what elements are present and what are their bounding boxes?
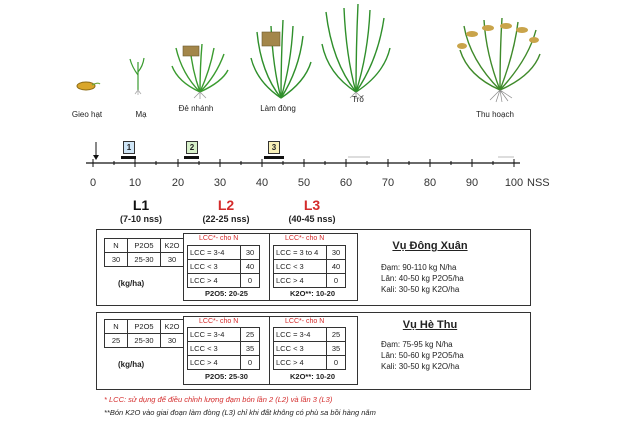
l2-title: L2: [217, 197, 235, 213]
axis-unit-label: NSS: [527, 177, 550, 189]
lcc-rate: 0: [327, 356, 346, 370]
seedling-icon: [130, 58, 144, 95]
npk-value-n: 25: [105, 334, 128, 348]
tick-label: 10: [128, 177, 142, 189]
season-potassium: Kali: 30-50 kg K2O/ha: [381, 362, 460, 371]
stage-label-sowing: Gieo hạt: [71, 110, 103, 119]
roots-icon: [490, 90, 512, 102]
l2-range: (22-25 nss): [202, 214, 250, 224]
season-phosphorus: Lân: 50-60 kg P2O5/ha: [381, 351, 464, 360]
l1-range: (7-10 nss): [119, 214, 163, 224]
lcc-rate: 0: [327, 274, 346, 288]
stage-label-seedling: Mạ: [135, 110, 147, 119]
lcc-condition: LCC = 3 to 4: [274, 246, 327, 260]
lcc-rate: 35: [241, 342, 260, 356]
npk-header: P2O5: [128, 239, 161, 253]
tillering-plant-icon: [172, 44, 228, 99]
l2-phosphorus-footer: P2O5: 25-30: [205, 372, 248, 381]
lcc-condition: LCC > 4: [274, 356, 327, 370]
season-title-dong-xuan: Vụ Đông Xuân: [392, 240, 468, 252]
unit-label: (kg/ha): [118, 279, 145, 288]
lcc-condition: LCC = 3-4: [188, 246, 241, 260]
lcc-condition: LCC > 4: [274, 274, 327, 288]
season-title-he-thu: Vụ Hè Thu: [402, 319, 458, 331]
season-nitrogen: Đạm: 90-110 kg N/ha: [381, 263, 457, 272]
lcc-card-icon: [262, 32, 280, 46]
seed-icon: [77, 82, 100, 90]
application-window-bar-2: [184, 156, 199, 159]
application-marker-1: 1: [123, 141, 135, 154]
l3-potassium-footer: K2O**: 10-20: [289, 289, 336, 298]
lcc-table-l3-he-thu: [273, 327, 346, 370]
lcc-condition: LCC = 3-4: [188, 328, 241, 342]
lcc-condition: LCC < 3: [188, 342, 241, 356]
npk-header: N: [105, 239, 128, 253]
footnote-lcc: * LCC: sử dụng để điều chỉnh lượng đạm bón lần 2 (L2) và lần 3 (L3): [104, 395, 333, 404]
season-nitrogen: Đạm: 75-95 kg N/ha: [381, 340, 453, 349]
timeline-axis: [0, 138, 640, 178]
tick-label: 100: [504, 177, 524, 189]
npk-header: K2O: [161, 239, 184, 253]
lcc-condition: LCC > 4: [188, 356, 241, 370]
tick-label: 70: [381, 177, 395, 189]
application-window-bar-1: [121, 156, 136, 159]
lcc-table-l3-dong-xuan: [273, 245, 346, 288]
lcc-rate: 0: [241, 356, 260, 370]
tick-label: 20: [171, 177, 185, 189]
heading-plant-icon: [322, 4, 390, 99]
lcc-rate: 0: [241, 274, 260, 288]
footnote-potassium: **Bón K2O vào giai đoạn làm đòng (L3) chỉ khi đất không có phù sa bồi hàng năm: [104, 408, 376, 417]
tick-label: 90: [465, 177, 479, 189]
lcc-condition: LCC < 3: [274, 342, 327, 356]
lcc-card-icon: [183, 46, 199, 56]
lcc-rate: 25: [241, 328, 260, 342]
npk-header: N: [105, 320, 128, 334]
lcc-title: LCC*- cho N: [285, 235, 325, 242]
application-marker-3: 3: [268, 141, 280, 154]
application-marker-2: 2: [186, 141, 198, 154]
sowing-arrow-icon: [93, 155, 99, 160]
stage-label-harvest: Thu hoạch: [476, 110, 514, 119]
npk-table-dong-xuan: [104, 238, 184, 267]
npk-value-k: 30: [161, 253, 184, 267]
lcc-condition: LCC > 4: [188, 274, 241, 288]
growth-stage-illustrations: [0, 0, 640, 120]
tick-label: 50: [297, 177, 311, 189]
tick-label: 60: [339, 177, 353, 189]
lcc-rate: 40: [327, 260, 346, 274]
tick-label: 80: [423, 177, 437, 189]
l1-title: L1: [132, 197, 150, 213]
lcc-title: LCC*- cho N: [199, 318, 239, 325]
lcc-title: LCC*- cho N: [285, 318, 325, 325]
npk-value-k: 30: [161, 334, 184, 348]
npk-header: P2O5: [128, 320, 161, 334]
npk-header: K2O: [161, 320, 184, 334]
tick-label: 40: [255, 177, 269, 189]
lcc-rate: 30: [327, 246, 346, 260]
npk-value-p: 25-30: [128, 334, 161, 348]
lcc-rate: 30: [241, 246, 260, 260]
stage-label-panicle-initiation: Làm đòng: [260, 104, 296, 113]
panicle-initiation-plant-icon: [251, 20, 311, 98]
lcc-condition: LCC < 3: [274, 260, 327, 274]
harvest-plant-icon: [460, 18, 540, 90]
season-phosphorus: Lân: 40-50 kg P2O5/ha: [381, 274, 464, 283]
stage-label-tillering: Đẻ nhánh: [178, 104, 214, 113]
tick-label: 30: [213, 177, 227, 189]
l3-title: L3: [303, 197, 321, 213]
l2-phosphorus-footer: P2O5: 20-25: [205, 289, 248, 298]
lcc-table-l2-dong-xuan: [187, 245, 260, 288]
unit-label: (kg/ha): [118, 360, 145, 369]
tick-label: 0: [89, 177, 97, 189]
npk-table-he-thu: [104, 319, 184, 348]
stage-label-heading: Trổ: [352, 95, 364, 104]
lcc-condition: LCC < 3: [188, 260, 241, 274]
lcc-table-l2-he-thu: [187, 327, 260, 370]
npk-value-p: 25-30: [128, 253, 161, 267]
l3-potassium-footer: K2O**: 10-20: [289, 372, 336, 381]
lcc-rate: 35: [327, 342, 346, 356]
l3-range: (40-45 nss): [288, 214, 336, 224]
npk-value-n: 30: [105, 253, 128, 267]
lcc-rate: 40: [241, 260, 260, 274]
lcc-rate: 25: [327, 328, 346, 342]
season-potassium: Kali: 30-50 kg K2O/ha: [381, 285, 460, 294]
application-window-bar-3: [264, 156, 284, 159]
lcc-title: LCC*- cho N: [199, 235, 239, 242]
lcc-condition: LCC = 3-4: [274, 328, 327, 342]
